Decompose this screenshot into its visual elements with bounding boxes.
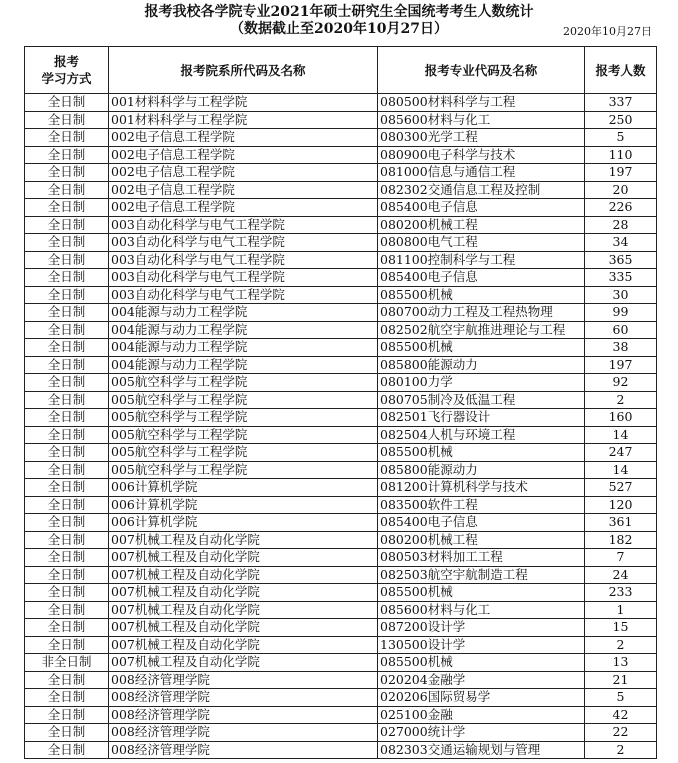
applicants-cell: 24 [585, 566, 657, 584]
department-cell: 007机械工程及自动化学院 [109, 636, 378, 654]
table-row [25, 549, 657, 567]
applicants-cell: 22 [585, 724, 657, 742]
table-row [25, 164, 657, 182]
table-row [25, 654, 657, 672]
study-mode-cell: 全日制 [25, 181, 109, 199]
major-cell: 082502航空宇航推进理论与工程 [378, 321, 585, 339]
major-cell: 080200机械工程 [378, 531, 585, 549]
study-mode-cell: 全日制 [25, 566, 109, 584]
study-mode-cell: 全日制 [25, 741, 109, 759]
applicants-cell: 250 [585, 111, 657, 129]
study-mode-cell: 全日制 [25, 339, 109, 357]
department-cell: 004能源与动力工程学院 [109, 356, 378, 374]
study-mode-cell: 全日制 [25, 496, 109, 514]
table-row [25, 269, 657, 287]
applicants-cell: 337 [585, 94, 657, 112]
table-row [25, 234, 657, 252]
major-cell: 085500机械 [378, 444, 585, 462]
table-row [25, 584, 657, 602]
department-cell: 008经济管理学院 [109, 689, 378, 707]
major-cell: 025100金融 [378, 706, 585, 724]
department-cell: 005航空科学与工程学院 [109, 374, 378, 392]
department-cell: 008经济管理学院 [109, 741, 378, 759]
department-cell: 003自动化科学与电气工程学院 [109, 234, 378, 252]
major-cell: 080500材料科学与工程 [378, 94, 585, 112]
table-row [25, 724, 657, 742]
department-cell: 005航空科学与工程学院 [109, 461, 378, 479]
table-row [25, 374, 657, 392]
applicants-cell: 2 [585, 741, 657, 759]
major-cell: 085500机械 [378, 584, 585, 602]
table-row [25, 619, 657, 637]
table-header-row [25, 47, 657, 94]
table-row [25, 671, 657, 689]
table-row [25, 444, 657, 462]
table-row [25, 339, 657, 357]
department-cell: 002电子信息工程学院 [109, 129, 378, 147]
department-cell: 005航空科学与工程学院 [109, 391, 378, 409]
study-mode-cell: 全日制 [25, 706, 109, 724]
department-cell: 008经济管理学院 [109, 706, 378, 724]
department-cell: 003自动化科学与电气工程学院 [109, 216, 378, 234]
department-cell: 007机械工程及自动化学院 [109, 531, 378, 549]
table-body [25, 94, 657, 759]
header-major: 报考专业代码及名称 [378, 47, 585, 94]
table-row [25, 461, 657, 479]
study-mode-cell: 全日制 [25, 251, 109, 269]
department-cell: 005航空科学与工程学院 [109, 409, 378, 427]
study-mode-cell: 全日制 [25, 146, 109, 164]
study-mode-cell: 全日制 [25, 671, 109, 689]
department-cell: 003自动化科学与电气工程学院 [109, 251, 378, 269]
table-row [25, 706, 657, 724]
major-cell: 080200机械工程 [378, 216, 585, 234]
table-row [25, 741, 657, 759]
applicants-cell: 1 [585, 601, 657, 619]
applicants-cell: 14 [585, 461, 657, 479]
study-mode-cell: 全日制 [25, 304, 109, 322]
table-row [25, 199, 657, 217]
department-cell: 003自动化科学与电气工程学院 [109, 286, 378, 304]
table-row [25, 321, 657, 339]
study-mode-cell: 全日制 [25, 636, 109, 654]
department-cell: 004能源与动力工程学院 [109, 321, 378, 339]
table-row [25, 689, 657, 707]
study-mode-cell: 全日制 [25, 216, 109, 234]
table-row [25, 566, 657, 584]
study-mode-cell: 全日制 [25, 356, 109, 374]
applicants-cell: 99 [585, 304, 657, 322]
major-cell: 085400电子信息 [378, 514, 585, 532]
department-cell: 006计算机学院 [109, 514, 378, 532]
study-mode-cell: 全日制 [25, 111, 109, 129]
major-cell: 081000信息与通信工程 [378, 164, 585, 182]
major-cell: 027000统计学 [378, 724, 585, 742]
department-cell: 002电子信息工程学院 [109, 146, 378, 164]
major-cell: 080705制冷及低温工程 [378, 391, 585, 409]
applicants-cell: 335 [585, 269, 657, 287]
major-cell: 085500机械 [378, 339, 585, 357]
study-mode-cell: 全日制 [25, 444, 109, 462]
applicants-cell: 2 [585, 391, 657, 409]
department-cell: 005航空科学与工程学院 [109, 426, 378, 444]
applicants-cell: 365 [585, 251, 657, 269]
major-cell: 085500机械 [378, 286, 585, 304]
major-cell: 082501飞行器设计 [378, 409, 585, 427]
major-cell: 085400电子信息 [378, 269, 585, 287]
major-cell: 080300光学工程 [378, 129, 585, 147]
major-cell: 082302交通信息工程及控制 [378, 181, 585, 199]
department-cell: 002电子信息工程学院 [109, 199, 378, 217]
applicants-cell: 42 [585, 706, 657, 724]
table-row [25, 216, 657, 234]
table-row [25, 496, 657, 514]
table-row [25, 514, 657, 532]
major-cell: 020204金融学 [378, 671, 585, 689]
document-subtitle: （数据截止至2020年10月27日） [230, 21, 448, 37]
applicants-cell: 160 [585, 409, 657, 427]
applicants-cell: 2 [585, 636, 657, 654]
applicants-cell: 14 [585, 426, 657, 444]
document-date: 2020年10月27日 [563, 25, 652, 38]
study-mode-cell: 全日制 [25, 689, 109, 707]
major-cell: 080100力学 [378, 374, 585, 392]
study-mode-cell: 全日制 [25, 269, 109, 287]
department-cell: 008经济管理学院 [109, 671, 378, 689]
table-row [25, 181, 657, 199]
major-cell: 081100控制科学与工程 [378, 251, 585, 269]
study-mode-cell: 全日制 [25, 724, 109, 742]
table-row [25, 111, 657, 129]
study-mode-cell: 全日制 [25, 129, 109, 147]
applicants-cell: 28 [585, 216, 657, 234]
department-cell: 002电子信息工程学院 [109, 181, 378, 199]
department-cell: 006计算机学院 [109, 479, 378, 497]
table-row [25, 356, 657, 374]
study-mode-cell: 全日制 [25, 549, 109, 567]
department-cell: 007机械工程及自动化学院 [109, 584, 378, 602]
study-mode-cell: 全日制 [25, 321, 109, 339]
table-row [25, 391, 657, 409]
department-cell: 007机械工程及自动化学院 [109, 549, 378, 567]
applicants-cell: 5 [585, 689, 657, 707]
table-row [25, 601, 657, 619]
header-study-mode [25, 47, 109, 94]
table-row [25, 94, 657, 112]
study-mode-cell: 全日制 [25, 94, 109, 112]
applicants-cell: 226 [585, 199, 657, 217]
study-mode-cell: 全日制 [25, 584, 109, 602]
major-cell: 080900电子科学与技术 [378, 146, 585, 164]
applicants-cell: 233 [585, 584, 657, 602]
study-mode-cell: 全日制 [25, 199, 109, 217]
study-mode-cell: 全日制 [25, 461, 109, 479]
applicants-cell: 120 [585, 496, 657, 514]
applicants-cell: 197 [585, 164, 657, 182]
applicants-cell: 361 [585, 514, 657, 532]
department-cell: 007机械工程及自动化学院 [109, 654, 378, 672]
department-cell: 007机械工程及自动化学院 [109, 566, 378, 584]
major-cell: 082503航空宇航制造工程 [378, 566, 585, 584]
statistics-table [24, 46, 657, 759]
department-cell: 008经济管理学院 [109, 724, 378, 742]
study-mode-cell: 全日制 [25, 164, 109, 182]
table-row [25, 304, 657, 322]
applicants-cell: 30 [585, 286, 657, 304]
study-mode-cell: 全日制 [25, 531, 109, 549]
applicants-cell: 38 [585, 339, 657, 357]
header-study-mode-label: 报考 学习方式 [41, 54, 92, 86]
study-mode-cell: 全日制 [25, 374, 109, 392]
department-cell: 007机械工程及自动化学院 [109, 619, 378, 637]
table-row [25, 426, 657, 444]
applicants-cell: 197 [585, 356, 657, 374]
applicants-cell: 527 [585, 479, 657, 497]
major-cell: 085600材料与化工 [378, 111, 585, 129]
applicants-cell: 247 [585, 444, 657, 462]
major-cell: 081200计算机科学与技术 [378, 479, 585, 497]
table-row [25, 479, 657, 497]
major-cell: 085400电子信息 [378, 199, 585, 217]
header-department: 报考院系所代码及名称 [109, 47, 378, 94]
major-cell: 083500软件工程 [378, 496, 585, 514]
table-row [25, 636, 657, 654]
department-cell: 001材料科学与工程学院 [109, 94, 378, 112]
study-mode-cell: 全日制 [25, 234, 109, 252]
major-cell: 082303交通运输规划与管理 [378, 741, 585, 759]
applicants-cell: 21 [585, 671, 657, 689]
major-cell: 082504人机与环境工程 [378, 426, 585, 444]
study-mode-cell: 全日制 [25, 426, 109, 444]
table-row [25, 286, 657, 304]
major-cell: 085800能源动力 [378, 356, 585, 374]
header-applicants: 报考人数 [585, 47, 657, 94]
major-cell: 085800能源动力 [378, 461, 585, 479]
major-cell: 080700动力工程及工程热物理 [378, 304, 585, 322]
applicants-cell: 34 [585, 234, 657, 252]
applicants-cell: 7 [585, 549, 657, 567]
table-row [25, 531, 657, 549]
study-mode-cell: 非全日制 [25, 654, 109, 672]
major-cell: 080503材料加工工程 [378, 549, 585, 567]
study-mode-cell: 全日制 [25, 514, 109, 532]
applicants-cell: 20 [585, 181, 657, 199]
table-row [25, 409, 657, 427]
department-cell: 006计算机学院 [109, 496, 378, 514]
study-mode-cell: 全日制 [25, 409, 109, 427]
study-mode-cell: 全日制 [25, 601, 109, 619]
major-cell: 130500设计学 [378, 636, 585, 654]
department-cell: 007机械工程及自动化学院 [109, 601, 378, 619]
document-title: 报考我校各学院专业2021年硕士研究生全国统考考生人数统计 [144, 4, 534, 20]
major-cell: 080800电气工程 [378, 234, 585, 252]
applicants-cell: 60 [585, 321, 657, 339]
applicants-cell: 92 [585, 374, 657, 392]
applicants-cell: 15 [585, 619, 657, 637]
major-cell: 020206国际贸易学 [378, 689, 585, 707]
major-cell: 087200设计学 [378, 619, 585, 637]
table-row [25, 251, 657, 269]
applicants-cell: 110 [585, 146, 657, 164]
study-mode-cell: 全日制 [25, 391, 109, 409]
study-mode-cell: 全日制 [25, 286, 109, 304]
applicants-cell: 5 [585, 129, 657, 147]
study-mode-cell: 全日制 [25, 479, 109, 497]
department-cell: 002电子信息工程学院 [109, 164, 378, 182]
applicants-cell: 182 [585, 531, 657, 549]
study-mode-cell: 全日制 [25, 619, 109, 637]
applicants-cell: 13 [585, 654, 657, 672]
table-row [25, 129, 657, 147]
department-cell: 004能源与动力工程学院 [109, 304, 378, 322]
department-cell: 004能源与动力工程学院 [109, 339, 378, 357]
table-row [25, 146, 657, 164]
department-cell: 001材料科学与工程学院 [109, 111, 378, 129]
department-cell: 005航空科学与工程学院 [109, 444, 378, 462]
major-cell: 085500机械 [378, 654, 585, 672]
major-cell: 085600材料与化工 [378, 601, 585, 619]
department-cell: 003自动化科学与电气工程学院 [109, 269, 378, 287]
